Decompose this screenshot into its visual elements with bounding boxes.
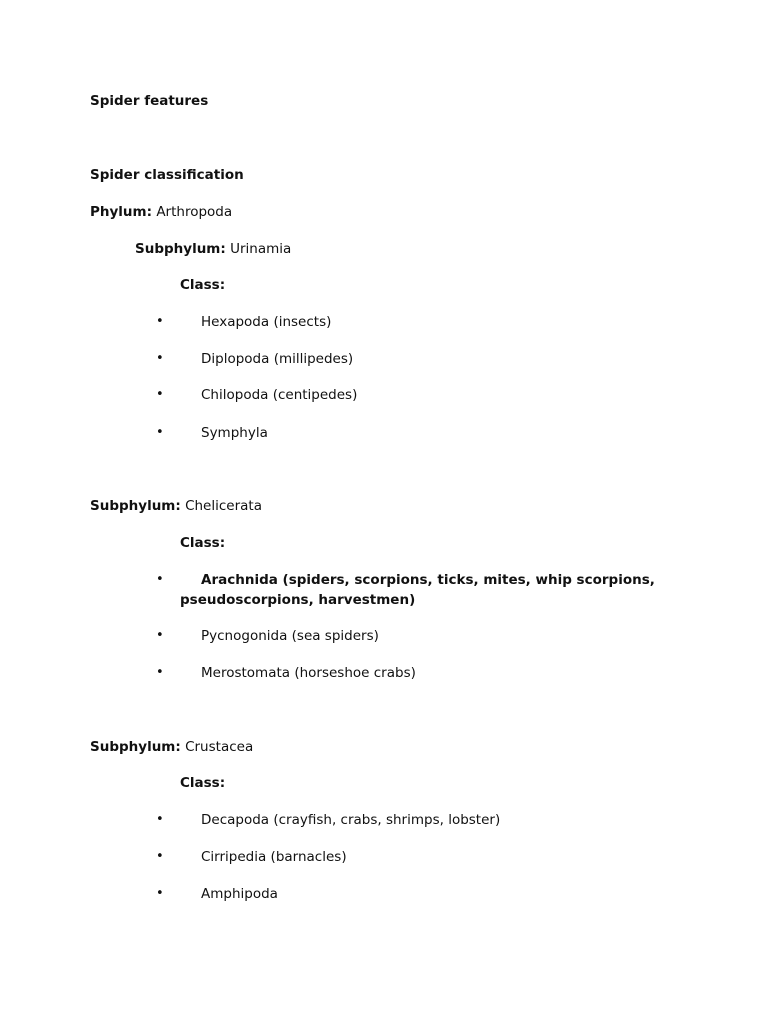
- bullet-icon: •: [156, 351, 164, 366]
- bullet-icon: •: [156, 425, 164, 440]
- bullet-icon: •: [156, 628, 164, 643]
- subphylum-label: Subphylum:: [90, 739, 181, 755]
- bullet-icon: •: [156, 314, 164, 329]
- list-item: Decapoda (crayfish, crabs, shrimps, lobster): [201, 812, 501, 828]
- bullet-icon: •: [156, 849, 164, 864]
- list-item: Amphipoda: [201, 886, 278, 902]
- bullet-icon: •: [156, 886, 164, 901]
- subphylum-line-crustacea: [90, 738, 253, 756]
- bullet-icon: •: [156, 387, 164, 402]
- document-title: Spider features: [90, 93, 209, 109]
- class-label: Class:: [180, 535, 226, 551]
- list-item: Merostomata (horseshoe crabs): [201, 665, 416, 681]
- bullet-icon: •: [156, 572, 164, 587]
- list-item: Chilopoda (centipedes): [201, 387, 358, 403]
- list-item: Arachnida (spiders, scorpions, ticks, mites, whip scorpions,: [201, 572, 655, 588]
- list-item: Symphyla: [201, 425, 268, 441]
- list-item-continuation: pseudoscorpions, harvestmen): [180, 592, 416, 608]
- list-item: Pycnogonida (sea spiders): [201, 628, 379, 644]
- phylum-line: [90, 203, 232, 221]
- subphylum-line-urinamia: [135, 240, 291, 258]
- phylum-label: Phylum:: [90, 204, 153, 220]
- bullet-icon: •: [156, 665, 164, 680]
- subphylum-label: Subphylum:: [135, 241, 226, 257]
- subphylum-value: Crustacea: [185, 739, 254, 755]
- list-item: Hexapoda (insects): [201, 314, 332, 330]
- class-label: Class:: [180, 775, 226, 791]
- subphylum-value: Urinamia: [230, 241, 292, 257]
- subphylum-value: Chelicerata: [185, 498, 262, 514]
- class-label: Class:: [180, 277, 226, 293]
- list-item: Cirripedia (barnacles): [201, 849, 347, 865]
- subphylum-label: Subphylum:: [90, 498, 181, 514]
- bullet-icon: •: [156, 812, 164, 827]
- phylum-value: Arthropoda: [156, 204, 233, 220]
- list-item: Diplopoda (millipedes): [201, 351, 354, 367]
- classification-heading: Spider classification: [90, 167, 244, 183]
- subphylum-line-chelicerata: [90, 497, 262, 515]
